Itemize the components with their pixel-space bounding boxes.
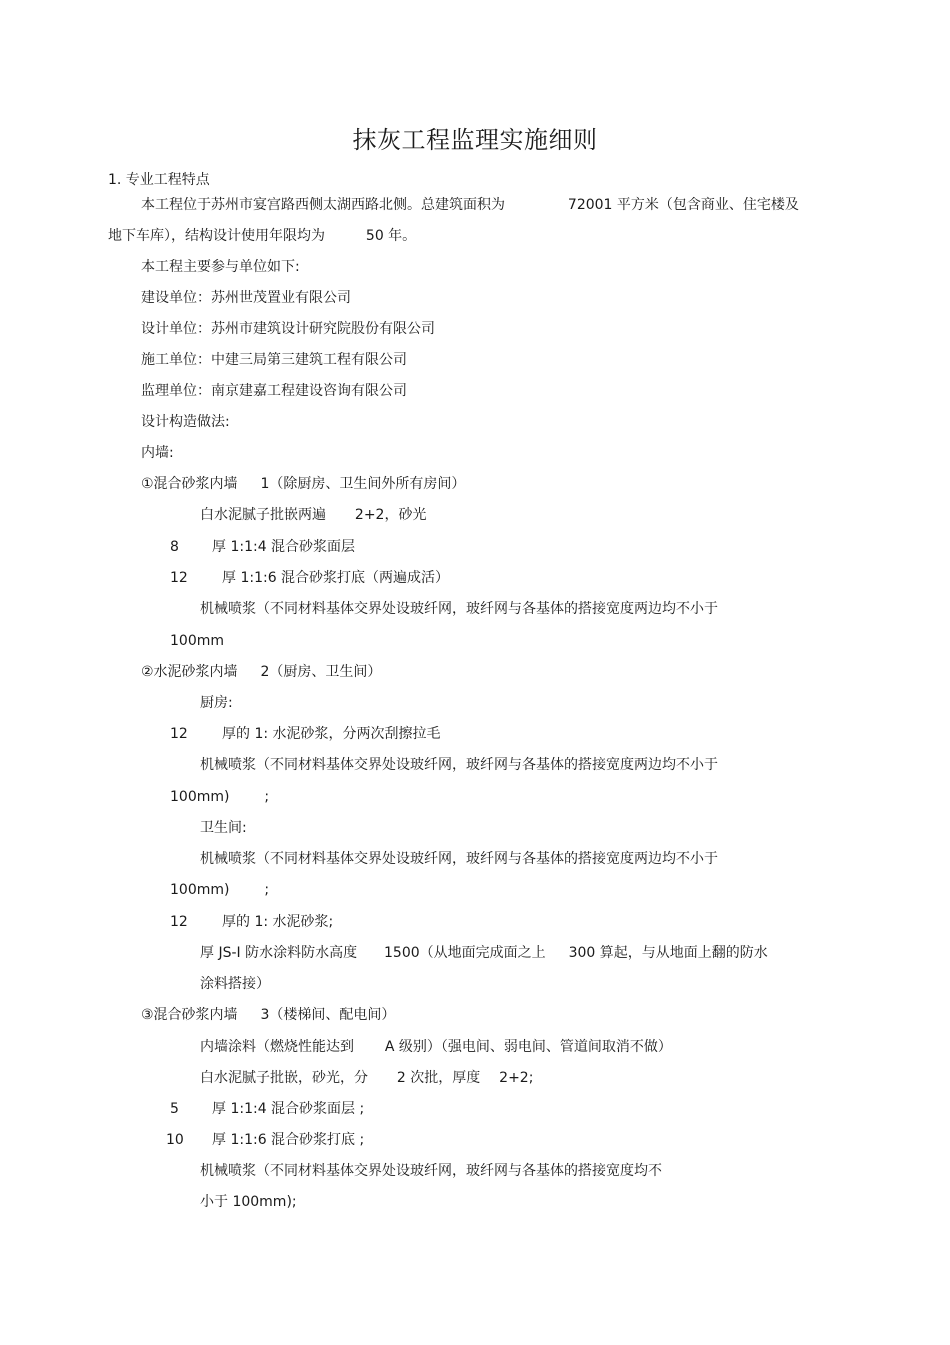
layer-text: 厚 1:1:6 混合砂浆打底 ; xyxy=(212,1132,365,1148)
wall-3-layer: 机械喷浆（不同材料基体交界处设玻纤网，玻纤网与各基体的搭接宽度均不 xyxy=(200,1163,662,1179)
wall-type-1-heading xyxy=(141,474,465,494)
layer-text: 白水泥腻子批嵌，砂光，分 xyxy=(200,1070,368,1086)
layer-punct: ; xyxy=(264,882,270,898)
bathroom-waterproof-cont: 涂料搭接） xyxy=(200,976,270,992)
intro-area: 72001 平方米（包含商业、住宅楼及 xyxy=(567,197,799,213)
layer-text: 100mm) xyxy=(170,882,230,898)
layer-thickness: 5 xyxy=(170,1101,179,1117)
wall-type-scope: 2（厨房、卫生间） xyxy=(260,664,382,680)
intro-text: 地下车库），结构设计使用年限均为 xyxy=(108,228,325,244)
layer-text: 厚的 1: 水泥砂浆，分两次刮擦拉毛 xyxy=(222,726,441,742)
bathroom-layer xyxy=(170,912,333,932)
section-heading: 1. 专业工程特点 xyxy=(108,172,210,188)
bathroom-layer-cont xyxy=(170,880,269,900)
wall-type-name: ②水泥砂浆内墙 xyxy=(141,664,238,680)
layer-thickness: 12 xyxy=(170,726,188,742)
wall-1-layer xyxy=(200,505,426,525)
layer-text: 厚 1:1:4 混合砂浆面层 xyxy=(212,539,356,555)
bathroom-heading: 卫生间: xyxy=(200,820,247,836)
intro-text: 本工程位于苏州市宴宫路西侧太湖西路北侧。总建筑面积为 xyxy=(141,197,505,213)
layer-text: A 级别）（强电间、弱电间、管道间取消不做） xyxy=(384,1039,672,1055)
layer-spec: 2+2; xyxy=(499,1070,534,1086)
inner-wall-heading: 内墙: xyxy=(141,445,174,461)
unit-line: 设计单位：苏州市建筑设计研究院股份有限公司 xyxy=(141,321,435,337)
wall-type-3-heading xyxy=(141,1005,395,1025)
layer-text: 300 算起，与从地面上翻的防水 xyxy=(568,945,768,961)
layer-text: 1500（从地面完成面之上 xyxy=(384,945,546,961)
design-method-heading: 设计构造做法: xyxy=(141,414,230,430)
wall-1-layer xyxy=(170,568,449,588)
layer-thickness: 8 xyxy=(170,539,179,555)
wall-type-name: ①混合砂浆内墙 xyxy=(141,476,238,492)
layer-thickness: 12 xyxy=(170,914,188,930)
wall-1-layer xyxy=(170,537,355,557)
wall-1-layer-cont: 100mm xyxy=(170,633,224,649)
wall-type-name: ③混合砂浆内墙 xyxy=(141,1007,238,1023)
wall-3-layer xyxy=(200,1068,533,1088)
wall-3-layer xyxy=(170,1099,364,1119)
kitchen-layer-cont xyxy=(170,787,269,807)
wall-3-layer xyxy=(200,1037,672,1057)
bathroom-layer: 机械喷浆（不同材料基体交界处设玻纤网，玻纤网与各基体的搭接宽度两边均不小于 xyxy=(200,851,718,867)
wall-3-layer xyxy=(166,1130,364,1150)
wall-type-2-heading xyxy=(141,662,381,682)
wall-3-layer-cont: 小于 100mm); xyxy=(200,1194,297,1210)
wall-1-layer: 机械喷浆（不同材料基体交界处设玻纤网，玻纤网与各基体的搭接宽度两边均不小于 xyxy=(200,601,718,617)
layer-thickness: 10 xyxy=(166,1132,184,1148)
layer-text: 内墙涂料（燃烧性能达到 xyxy=(200,1039,354,1055)
document-title: 抹灰工程监理实施细则 xyxy=(352,126,598,154)
layer-text: 厚 1:1:6 混合砂浆打底（两遍成活） xyxy=(222,570,450,586)
layer-text: 100mm) xyxy=(170,789,230,805)
intro-years: 50 年。 xyxy=(365,228,417,244)
layer-punct: ; xyxy=(264,789,270,805)
units-intro: 本工程主要参与单位如下: xyxy=(141,259,300,275)
kitchen-heading: 厨房: xyxy=(200,695,233,711)
bathroom-waterproof xyxy=(200,943,768,963)
kitchen-layer xyxy=(170,724,441,744)
layer-text: 厚 1:1:4 混合砂浆面层 ; xyxy=(212,1101,365,1117)
layer-thickness: 12 xyxy=(170,570,188,586)
wall-type-scope: 3（楼梯间、配电间） xyxy=(260,1007,396,1023)
layer-text: 白水泥腻子批嵌两遍 xyxy=(200,507,326,523)
layer-text: 厚的 1: 水泥砂浆; xyxy=(222,914,334,930)
unit-line: 施工单位：中建三局第三建筑工程有限公司 xyxy=(141,352,407,368)
layer-text: 厚 JS-I 防水涂料防水高度 xyxy=(200,945,358,961)
layer-text: 2 次批，厚度 xyxy=(396,1070,481,1086)
intro-line-1 xyxy=(141,195,799,215)
unit-line: 建设单位：苏州世茂置业有限公司 xyxy=(141,290,351,306)
unit-line: 监理单位：南京建嘉工程建设咨询有限公司 xyxy=(141,383,407,399)
wall-type-scope: 1（除厨房、卫生间外所有房间） xyxy=(260,476,466,492)
layer-spec: 2+2，砂光 xyxy=(354,507,427,523)
intro-line-2 xyxy=(108,226,416,246)
kitchen-layer: 机械喷浆（不同材料基体交界处设玻纤网，玻纤网与各基体的搭接宽度两边均不小于 xyxy=(200,757,718,773)
